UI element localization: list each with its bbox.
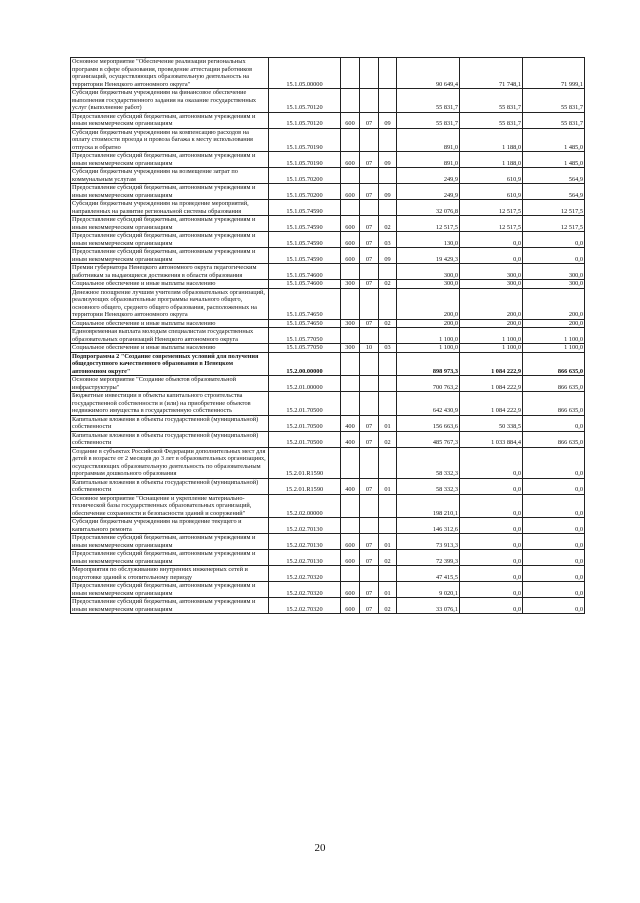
amount-year2-cell: 0,0 bbox=[460, 248, 523, 264]
table-row bbox=[71, 598, 585, 614]
amount-year3-cell: 0,0 bbox=[523, 566, 585, 582]
subsection-cell: 01 bbox=[379, 478, 397, 494]
expense-type-cell bbox=[341, 288, 360, 319]
subsection-cell bbox=[379, 200, 397, 216]
target-code-cell: 15.1.05.74600 bbox=[269, 264, 341, 280]
table-row bbox=[71, 152, 585, 168]
row-name-cell: Единовременная выплата молодым специалистам государственных образовательных организаций Ненецкого автономного округа bbox=[71, 328, 269, 344]
amount-year2-cell: 1 084 222,9 bbox=[460, 352, 523, 376]
amount-year2-cell: 200,0 bbox=[460, 288, 523, 319]
amount-year3-cell: 564,9 bbox=[523, 168, 585, 184]
expense-type-cell: 600 bbox=[341, 184, 360, 200]
row-name-cell: Создание в субъектах Российской Федерации дополнительных мест для детей в возрасте от 2 месяцев до 3 лет в образовательных организациях, осуществляющих образовательную деятельность по образовательным программам дошкольного образования bbox=[71, 447, 269, 478]
section-cell bbox=[360, 494, 379, 518]
subsection-cell: 09 bbox=[379, 184, 397, 200]
target-code-cell: 15.1.05.70120 bbox=[269, 112, 341, 128]
table-row bbox=[71, 248, 585, 264]
expense-type-cell: 600 bbox=[341, 598, 360, 614]
amount-year2-cell: 0,0 bbox=[460, 582, 523, 598]
subsection-cell: 09 bbox=[379, 152, 397, 168]
expense-type-cell bbox=[341, 447, 360, 478]
target-code-cell: 15.2.00.00000 bbox=[269, 352, 341, 376]
amount-year3-cell: 0,0 bbox=[523, 518, 585, 534]
target-code-cell: 15.1.05.70120 bbox=[269, 89, 341, 113]
table-row bbox=[71, 352, 585, 376]
table-row bbox=[71, 447, 585, 478]
table-row bbox=[71, 58, 585, 89]
subsection-cell: 03 bbox=[379, 232, 397, 248]
amount-year3-cell: 300,0 bbox=[523, 264, 585, 280]
row-name-cell: Социальное обеспечение и иные выплаты населению bbox=[71, 344, 269, 353]
amount-year1-cell: 200,0 bbox=[397, 319, 460, 328]
amount-year1-cell: 156 663,6 bbox=[397, 415, 460, 431]
expense-type-cell: 400 bbox=[341, 415, 360, 431]
amount-year1-cell: 200,0 bbox=[397, 288, 460, 319]
subsection-cell bbox=[379, 518, 397, 534]
target-code-cell: 15.2.02.70130 bbox=[269, 550, 341, 566]
expense-type-cell bbox=[341, 264, 360, 280]
subsection-cell: 02 bbox=[379, 280, 397, 289]
section-cell bbox=[360, 200, 379, 216]
amount-year2-cell: 0,0 bbox=[460, 518, 523, 534]
target-code-cell: 15.2.02.70130 bbox=[269, 518, 341, 534]
amount-year2-cell: 200,0 bbox=[460, 319, 523, 328]
table-row bbox=[71, 392, 585, 416]
amount-year3-cell: 71 999,1 bbox=[523, 58, 585, 89]
amount-year1-cell: 58 332,3 bbox=[397, 447, 460, 478]
subsection-cell bbox=[379, 128, 397, 152]
row-name-cell: Субсидии бюджетным учреждениям на проведение текущего и капитального ремонта bbox=[71, 518, 269, 534]
amount-year1-cell: 47 415,5 bbox=[397, 566, 460, 582]
row-name-cell: Бюджетные инвестиции в объекты капитального строительства государственной собственности и (или) на приобретение объектов недвижимого имущества в государственную собственность bbox=[71, 392, 269, 416]
table-row bbox=[71, 518, 585, 534]
row-name-cell: Мероприятия по обслуживанию внутренних инженерных сетей и подготовке зданий к отопительному периоду bbox=[71, 566, 269, 582]
amount-year1-cell: 1 100,0 bbox=[397, 328, 460, 344]
amount-year3-cell: 200,0 bbox=[523, 319, 585, 328]
target-code-cell: 15.2.02.70130 bbox=[269, 534, 341, 550]
section-cell bbox=[360, 89, 379, 113]
amount-year3-cell: 0,0 bbox=[523, 550, 585, 566]
table-row bbox=[71, 582, 585, 598]
section-cell bbox=[360, 264, 379, 280]
amount-year1-cell: 19 429,3 bbox=[397, 248, 460, 264]
expense-type-cell: 600 bbox=[341, 248, 360, 264]
row-name-cell: Капитальные вложения в объекты государственной (муниципальной) собственности bbox=[71, 431, 269, 447]
amount-year2-cell: 1 084 222,9 bbox=[460, 392, 523, 416]
amount-year3-cell: 0,0 bbox=[523, 248, 585, 264]
target-code-cell: 15.1.05.74590 bbox=[269, 248, 341, 264]
row-name-cell: Социальное обеспечение и иные выплаты населению bbox=[71, 319, 269, 328]
section-cell: 07 bbox=[360, 280, 379, 289]
expense-type-cell: 300 bbox=[341, 280, 360, 289]
amount-year3-cell: 564,9 bbox=[523, 184, 585, 200]
amount-year3-cell: 1 100,0 bbox=[523, 328, 585, 344]
budget-table bbox=[70, 57, 585, 614]
amount-year1-cell: 146 312,6 bbox=[397, 518, 460, 534]
amount-year3-cell: 0,0 bbox=[523, 478, 585, 494]
subsection-cell: 09 bbox=[379, 112, 397, 128]
subsection-cell bbox=[379, 352, 397, 376]
expense-type-cell: 600 bbox=[341, 534, 360, 550]
amount-year2-cell: 1 100,0 bbox=[460, 344, 523, 353]
amount-year1-cell: 130,0 bbox=[397, 232, 460, 248]
section-cell: 07 bbox=[360, 598, 379, 614]
section-cell bbox=[360, 352, 379, 376]
table-row bbox=[71, 415, 585, 431]
target-code-cell: 15.2.01.70500 bbox=[269, 431, 341, 447]
amount-year1-cell: 891,0 bbox=[397, 152, 460, 168]
amount-year3-cell: 300,0 bbox=[523, 280, 585, 289]
row-name-cell: Предоставление субсидий бюджетным, автономным учреждениям и иным некоммерческим организациям bbox=[71, 184, 269, 200]
expense-type-cell bbox=[341, 128, 360, 152]
subsection-cell: 02 bbox=[379, 550, 397, 566]
section-cell: 07 bbox=[360, 534, 379, 550]
amount-year2-cell: 50 338,5 bbox=[460, 415, 523, 431]
amount-year3-cell: 1 100,0 bbox=[523, 344, 585, 353]
subsection-cell: 02 bbox=[379, 319, 397, 328]
amount-year2-cell: 610,9 bbox=[460, 184, 523, 200]
amount-year2-cell: 1 084 222,9 bbox=[460, 376, 523, 392]
amount-year1-cell: 55 831,7 bbox=[397, 112, 460, 128]
subsection-cell bbox=[379, 494, 397, 518]
amount-year3-cell: 0,0 bbox=[523, 582, 585, 598]
expense-type-cell: 300 bbox=[341, 319, 360, 328]
table-row bbox=[71, 280, 585, 289]
section-cell bbox=[360, 566, 379, 582]
table-row bbox=[71, 288, 585, 319]
target-code-cell: 15.1.05.77050 bbox=[269, 328, 341, 344]
target-code-cell: 15.1.05.70190 bbox=[269, 152, 341, 168]
amount-year3-cell: 0,0 bbox=[523, 534, 585, 550]
amount-year3-cell: 1 485,0 bbox=[523, 128, 585, 152]
row-name-cell: Денежное поощрение лучшим учителям образовательных организаций, реализующих образовательные программы начального общего, основного общего, среднего общего образования, расположенных на территории Ненецкого автономного округа bbox=[71, 288, 269, 319]
amount-year1-cell: 72 399,3 bbox=[397, 550, 460, 566]
subsection-cell: 09 bbox=[379, 248, 397, 264]
expense-type-cell bbox=[341, 89, 360, 113]
row-name-cell: Предоставление субсидий бюджетным, автономным учреждениям и иным некоммерческим организациям bbox=[71, 598, 269, 614]
expense-type-cell: 300 bbox=[341, 344, 360, 353]
subsection-cell bbox=[379, 447, 397, 478]
section-cell: 10 bbox=[360, 344, 379, 353]
subsection-cell bbox=[379, 376, 397, 392]
amount-year3-cell: 55 831,7 bbox=[523, 112, 585, 128]
amount-year1-cell: 642 430,9 bbox=[397, 392, 460, 416]
section-cell bbox=[360, 392, 379, 416]
amount-year1-cell: 300,0 bbox=[397, 280, 460, 289]
table-row bbox=[71, 344, 585, 353]
subsection-cell: 01 bbox=[379, 415, 397, 431]
table-row bbox=[71, 328, 585, 344]
table-row bbox=[71, 494, 585, 518]
row-name-cell: Предоставление субсидий бюджетным, автономным учреждениям и иным некоммерческим организациям bbox=[71, 112, 269, 128]
table-row bbox=[71, 232, 585, 248]
target-code-cell: 15.2.01.70500 bbox=[269, 415, 341, 431]
expense-type-cell bbox=[341, 376, 360, 392]
section-cell: 07 bbox=[360, 478, 379, 494]
section-cell: 07 bbox=[360, 582, 379, 598]
amount-year2-cell: 12 517,5 bbox=[460, 216, 523, 232]
amount-year3-cell: 0,0 bbox=[523, 447, 585, 478]
target-code-cell: 15.2.02.70320 bbox=[269, 598, 341, 614]
amount-year1-cell: 249,9 bbox=[397, 184, 460, 200]
row-name-cell: Основное мероприятие "Обеспечение реализации региональных программ в сфере образования, проведение аттестации работников организаций, осуществляющих образовательную деятельность на территории Ненецкого автономного округа" bbox=[71, 58, 269, 89]
section-cell: 07 bbox=[360, 319, 379, 328]
table-row bbox=[71, 550, 585, 566]
amount-year2-cell: 0,0 bbox=[460, 478, 523, 494]
amount-year3-cell: 0,0 bbox=[523, 494, 585, 518]
subsection-cell bbox=[379, 58, 397, 89]
target-code-cell: 15.1.05.00000 bbox=[269, 58, 341, 89]
amount-year2-cell: 1 100,0 bbox=[460, 328, 523, 344]
row-name-cell: Основное мероприятие "Создание объектов образовательной инфраструктуры" bbox=[71, 376, 269, 392]
section-cell: 07 bbox=[360, 152, 379, 168]
row-name-cell: Капитальные вложения в объекты государственной (муниципальной) собственности bbox=[71, 415, 269, 431]
target-code-cell: 15.1.05.70190 bbox=[269, 128, 341, 152]
table-row bbox=[71, 478, 585, 494]
target-code-cell: 15.1.05.70200 bbox=[269, 184, 341, 200]
amount-year2-cell: 0,0 bbox=[460, 566, 523, 582]
section-cell bbox=[360, 288, 379, 319]
expense-type-cell: 400 bbox=[341, 478, 360, 494]
expense-type-cell: 600 bbox=[341, 550, 360, 566]
amount-year1-cell: 898 973,3 bbox=[397, 352, 460, 376]
amount-year3-cell: 866 635,0 bbox=[523, 352, 585, 376]
section-cell: 07 bbox=[360, 550, 379, 566]
section-cell bbox=[360, 447, 379, 478]
subsection-cell bbox=[379, 168, 397, 184]
amount-year2-cell: 0,0 bbox=[460, 550, 523, 566]
amount-year3-cell: 12 517,5 bbox=[523, 216, 585, 232]
row-name-cell: Предоставление субсидий бюджетным, автономным учреждениям и иным некоммерческим организациям bbox=[71, 248, 269, 264]
table-row bbox=[71, 376, 585, 392]
expense-type-cell: 400 bbox=[341, 431, 360, 447]
target-code-cell: 15.2.02.70320 bbox=[269, 582, 341, 598]
amount-year3-cell: 0,0 bbox=[523, 232, 585, 248]
expense-type-cell: 600 bbox=[341, 582, 360, 598]
table-row bbox=[71, 200, 585, 216]
expense-type-cell: 600 bbox=[341, 216, 360, 232]
amount-year2-cell: 55 831,7 bbox=[460, 89, 523, 113]
subsection-cell: 02 bbox=[379, 431, 397, 447]
section-cell bbox=[360, 128, 379, 152]
row-name-cell: Капитальные вложения в объекты государственной (муниципальной) собственности bbox=[71, 478, 269, 494]
section-cell: 07 bbox=[360, 184, 379, 200]
table-row bbox=[71, 264, 585, 280]
amount-year2-cell: 1 188,0 bbox=[460, 128, 523, 152]
table-row bbox=[71, 168, 585, 184]
subsection-cell bbox=[379, 392, 397, 416]
amount-year1-cell: 1 100,0 bbox=[397, 344, 460, 353]
section-cell: 07 bbox=[360, 248, 379, 264]
expense-type-cell bbox=[341, 168, 360, 184]
amount-year3-cell: 866 635,0 bbox=[523, 431, 585, 447]
row-name-cell: Субсидии бюджетным учреждениям на проведение мероприятий, направленных на развитие региональной системы образования bbox=[71, 200, 269, 216]
amount-year2-cell: 0,0 bbox=[460, 447, 523, 478]
amount-year2-cell: 71 748,1 bbox=[460, 58, 523, 89]
amount-year2-cell: 300,0 bbox=[460, 280, 523, 289]
target-code-cell: 15.1.05.70200 bbox=[269, 168, 341, 184]
table-row bbox=[71, 216, 585, 232]
row-name-cell: Социальное обеспечение и иные выплаты населению bbox=[71, 280, 269, 289]
amount-year2-cell: 55 831,7 bbox=[460, 112, 523, 128]
row-name-cell: Предоставление субсидий бюджетным, автономным учреждениям и иным некоммерческим организациям bbox=[71, 232, 269, 248]
subsection-cell: 01 bbox=[379, 534, 397, 550]
amount-year1-cell: 300,0 bbox=[397, 264, 460, 280]
amount-year3-cell: 0,0 bbox=[523, 415, 585, 431]
amount-year3-cell: 1 485,0 bbox=[523, 152, 585, 168]
target-code-cell: 15.1.05.74650 bbox=[269, 288, 341, 319]
amount-year2-cell: 12 517,5 bbox=[460, 200, 523, 216]
page-number: 20 bbox=[314, 842, 326, 854]
subsection-cell: 02 bbox=[379, 598, 397, 614]
expense-type-cell: 600 bbox=[341, 232, 360, 248]
target-code-cell: 15.1.05.74600 bbox=[269, 280, 341, 289]
expense-type-cell: 600 bbox=[341, 152, 360, 168]
expense-type-cell bbox=[341, 392, 360, 416]
row-name-cell: Субсидии бюджетным учреждениям на возмещение затрат по коммунальным услугам bbox=[71, 168, 269, 184]
amount-year2-cell: 0,0 bbox=[460, 494, 523, 518]
amount-year1-cell: 198 210,1 bbox=[397, 494, 460, 518]
amount-year3-cell: 12 517,5 bbox=[523, 200, 585, 216]
table-row bbox=[71, 566, 585, 582]
amount-year1-cell: 700 763,2 bbox=[397, 376, 460, 392]
row-name-cell: Премии губернатора Ненецкого автономного округа педагогическим работникам за выдающиеся достижения в области образования bbox=[71, 264, 269, 280]
row-name-cell: Предоставление субсидий бюджетным, автономным учреждениям и иным некоммерческим организациям bbox=[71, 582, 269, 598]
section-cell: 07 bbox=[360, 216, 379, 232]
expense-type-cell bbox=[341, 200, 360, 216]
amount-year2-cell: 0,0 bbox=[460, 534, 523, 550]
target-code-cell: 15.1.05.77050 bbox=[269, 344, 341, 353]
amount-year2-cell: 0,0 bbox=[460, 598, 523, 614]
amount-year2-cell: 1 033 884,4 bbox=[460, 431, 523, 447]
subsection-cell bbox=[379, 89, 397, 113]
target-code-cell: 15.1.05.74590 bbox=[269, 232, 341, 248]
section-cell bbox=[360, 518, 379, 534]
table-row bbox=[71, 431, 585, 447]
target-code-cell: 15.2.01.R1590 bbox=[269, 478, 341, 494]
subsection-cell: 01 bbox=[379, 582, 397, 598]
amount-year1-cell: 891,0 bbox=[397, 128, 460, 152]
amount-year3-cell: 866 635,0 bbox=[523, 376, 585, 392]
section-cell: 07 bbox=[360, 415, 379, 431]
target-code-cell: 15.1.05.74590 bbox=[269, 216, 341, 232]
target-code-cell: 15.2.02.70320 bbox=[269, 566, 341, 582]
row-name-cell: Подпрограмма 2 "Создание современных условий для получения общедоступного качественного образования в Ненецком автономном округе" bbox=[71, 352, 269, 376]
amount-year3-cell: 200,0 bbox=[523, 288, 585, 319]
amount-year1-cell: 485 767,3 bbox=[397, 431, 460, 447]
budget-table-body bbox=[71, 58, 585, 614]
row-name-cell: Основное мероприятие "Оснащение и укрепление материально-технической базы государственных образовательных организаций, обеспечение сохранности и безопасности зданий и сооружений" bbox=[71, 494, 269, 518]
table-row bbox=[71, 319, 585, 328]
subsection-cell: 03 bbox=[379, 344, 397, 353]
amount-year3-cell: 55 831,7 bbox=[523, 89, 585, 113]
expense-type-cell bbox=[341, 518, 360, 534]
section-cell bbox=[360, 376, 379, 392]
section-cell: 07 bbox=[360, 232, 379, 248]
target-code-cell: 15.2.02.00000 bbox=[269, 494, 341, 518]
amount-year1-cell: 33 076,1 bbox=[397, 598, 460, 614]
expense-type-cell bbox=[341, 494, 360, 518]
amount-year1-cell: 58 332,3 bbox=[397, 478, 460, 494]
section-cell bbox=[360, 168, 379, 184]
amount-year2-cell: 1 188,0 bbox=[460, 152, 523, 168]
amount-year1-cell: 73 913,3 bbox=[397, 534, 460, 550]
target-code-cell: 15.2.01.R1590 bbox=[269, 447, 341, 478]
table-row bbox=[71, 128, 585, 152]
amount-year1-cell: 12 517,5 bbox=[397, 216, 460, 232]
expense-type-cell bbox=[341, 58, 360, 89]
subsection-cell bbox=[379, 328, 397, 344]
target-code-cell: 15.2.01.00000 bbox=[269, 376, 341, 392]
subsection-cell bbox=[379, 288, 397, 319]
target-code-cell: 15.1.05.74650 bbox=[269, 319, 341, 328]
amount-year1-cell: 9 020,1 bbox=[397, 582, 460, 598]
expense-type-cell bbox=[341, 566, 360, 582]
subsection-cell bbox=[379, 264, 397, 280]
amount-year1-cell: 32 076,8 bbox=[397, 200, 460, 216]
amount-year2-cell: 610,9 bbox=[460, 168, 523, 184]
subsection-cell bbox=[379, 566, 397, 582]
expense-type-cell bbox=[341, 328, 360, 344]
amount-year1-cell: 249,9 bbox=[397, 168, 460, 184]
section-cell bbox=[360, 58, 379, 89]
table-row bbox=[71, 184, 585, 200]
amount-year3-cell: 866 635,0 bbox=[523, 392, 585, 416]
target-code-cell: 15.2.01.70500 bbox=[269, 392, 341, 416]
table-row bbox=[71, 89, 585, 113]
row-name-cell: Предоставление субсидий бюджетным, автономным учреждениям и иным некоммерческим организациям bbox=[71, 550, 269, 566]
section-cell: 07 bbox=[360, 112, 379, 128]
target-code-cell: 15.1.05.74590 bbox=[269, 200, 341, 216]
row-name-cell: Предоставление субсидий бюджетным, автономным учреждениям и иным некоммерческим организациям bbox=[71, 216, 269, 232]
row-name-cell: Субсидии бюджетным учреждениям на финансовое обеспечение выполнения государственного задания на оказание государственных услуг (выполнение работ) bbox=[71, 89, 269, 113]
section-cell: 07 bbox=[360, 431, 379, 447]
amount-year1-cell: 55 831,7 bbox=[397, 89, 460, 113]
table-row bbox=[71, 534, 585, 550]
expense-type-cell bbox=[341, 352, 360, 376]
row-name-cell: Предоставление субсидий бюджетным, автономным учреждениям и иным некоммерческим организациям bbox=[71, 152, 269, 168]
table-row bbox=[71, 112, 585, 128]
section-cell bbox=[360, 328, 379, 344]
expense-type-cell: 600 bbox=[341, 112, 360, 128]
amount-year1-cell: 90 649,4 bbox=[397, 58, 460, 89]
amount-year2-cell: 0,0 bbox=[460, 232, 523, 248]
row-name-cell: Предоставление субсидий бюджетным, автономным учреждениям и иным некоммерческим организациям bbox=[71, 534, 269, 550]
amount-year3-cell: 0,0 bbox=[523, 598, 585, 614]
row-name-cell: Субсидии бюджетным учреждениям на компенсацию расходов на оплату стоимости проезда и провоза багажа к месту использования отпуска и обратно bbox=[71, 128, 269, 152]
amount-year2-cell: 300,0 bbox=[460, 264, 523, 280]
subsection-cell: 02 bbox=[379, 216, 397, 232]
